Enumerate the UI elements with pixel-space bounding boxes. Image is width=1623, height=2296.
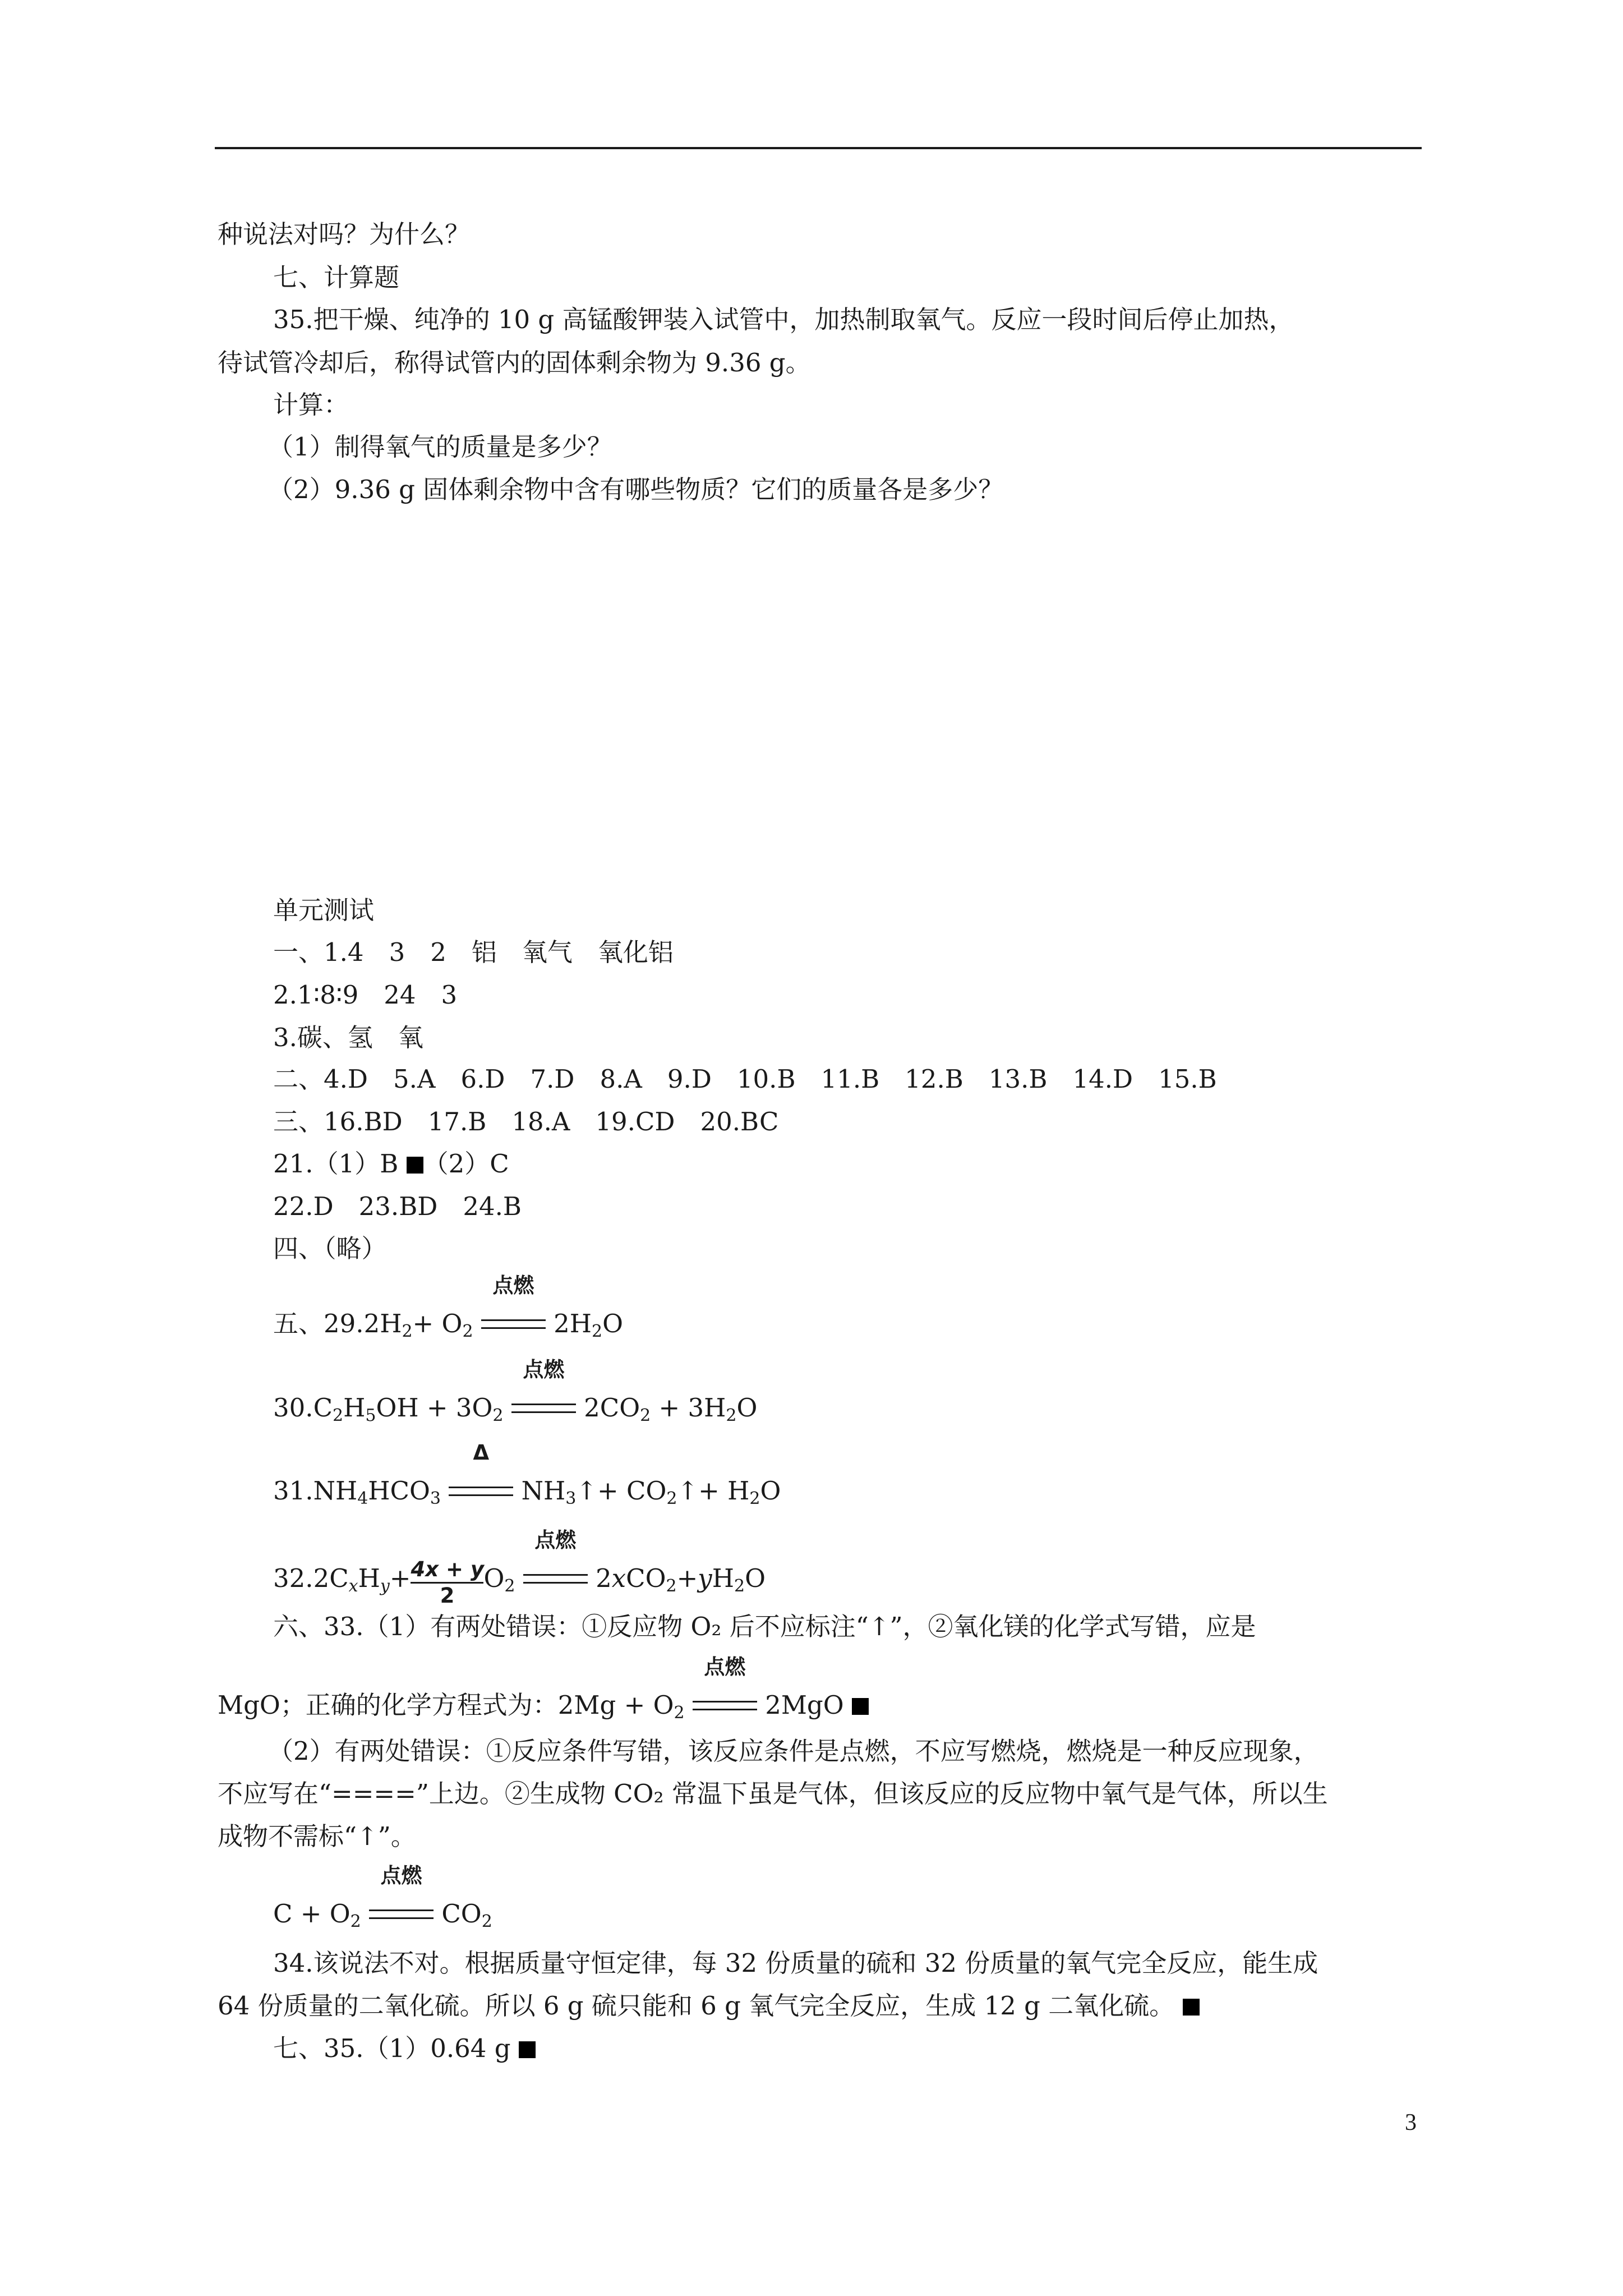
page-number: 3	[1405, 2110, 1417, 2136]
sub-question-2: （2）9.36 g 固体剩余物中含有哪些物质？它们的质量各是多少？	[268, 475, 1004, 504]
answer-line: 四、（略）	[273, 1234, 387, 1263]
reaction-arrow: 点燃	[523, 1562, 588, 1595]
black-square-mark	[1183, 1999, 1200, 2016]
reaction-arrow: Δ	[449, 1474, 513, 1508]
text-line: 种说法对吗？为什么？	[218, 219, 471, 249]
black-square-mark	[519, 2041, 536, 2058]
answer-line-21	[273, 1147, 509, 1181]
answer-33-line2: MgO；正确的化学方程式为：$2Mg + O_2$ 点燃 2MgO	[218, 1688, 869, 1722]
equation-32: $32.2C_xH_y+$ $\frac{4x + y}{2}$ $O_2$ 点燃 $2xCO_2+yH_2O$	[273, 1528, 766, 1608]
answer-line: 22.D 23.BD 24.B	[273, 1191, 522, 1221]
question-35-cont: 待试管冷却后，称得试管内的固体剩余物为 9.36 g。	[218, 348, 811, 378]
answer-line: 3.碳、氢 氧	[273, 1023, 423, 1052]
reaction-arrow: 点燃	[481, 1307, 546, 1341]
sub-question-1: （1）制得氧气的质量是多少？	[268, 432, 612, 462]
answer-line: 2.1∶8∶9 24 3	[273, 980, 458, 1010]
reaction-arrow: 点燃	[511, 1391, 576, 1425]
black-square-mark	[407, 1157, 423, 1174]
answer-21-b: （2）C	[423, 1149, 509, 1179]
answer-21-a: 21.（1）B	[273, 1149, 399, 1179]
fraction: $\frac{4x + y}{2}$	[411, 1557, 484, 1608]
calc-label: 计算：	[273, 390, 349, 420]
reaction-arrow: 点燃	[693, 1688, 757, 1722]
equation-30: $30.C_2H_5OH + 3O_2$ 点燃 $2CO_2 + 3H_2O$	[273, 1358, 758, 1425]
reaction-arrow: 点燃	[369, 1897, 434, 1931]
equation-carbon: $C + O_2$ 点燃 $CO_2$	[273, 1864, 492, 1931]
answer-33-2-line2: 不应写在“====”上边。②生成物 CO₂ 常温下虽是气体，但该反应的反应物中氧气是气体，所以生	[218, 1779, 1328, 1809]
section-title: 七、计算题	[273, 263, 400, 292]
black-square-mark	[852, 1698, 869, 1715]
answer-34-line1: 34.该说法不对。根据质量守恒定律，每 32 份质量的硫和 32 份质量的氧气完全反应，能生成	[273, 1948, 1318, 1978]
answer-35: 七、35.（1）0.64 g	[273, 2032, 536, 2065]
answer-33-2-line1: （2）有两处错误：①反应条件写错，该反应条件是点燃，不应写燃烧，燃烧是一种反应现象，	[268, 1736, 1319, 1766]
answer-33-line1: 六、33.（1）有两处错误：①反应物 O₂ 后不应标注“↑”，②氧化镁的化学式写错，应是	[273, 1612, 1256, 1641]
question-35: 35.把干燥、纯净的 10 g 高锰酸钾装入试管中，加热制取氧气。反应一段时间后停止加热，	[273, 305, 1294, 334]
answer-line: 三、16.BD 17.B 18.A 19.CD 20.BC	[273, 1107, 779, 1137]
answer-line: 二、4.D 5.A 6.D 7.D 8.A 9.D 10.B 11.B 12.B 13.B 14.D 15.B	[273, 1064, 1217, 1094]
answers-heading: 单元测试	[273, 895, 375, 925]
answer-33-2-line3: 成物不需标“↑”。	[218, 1821, 416, 1851]
answer-line: 一、1.4 3 2 铝 氧气 氧化铝	[273, 937, 674, 967]
equation-31: $31.NH_4HCO_3$ Δ $NH_3↑+$ $CO_2↑+ H_2O$	[273, 1441, 781, 1508]
equation-29: 五、$29.2H_2+ O_2$ 点燃 $2H_2O$	[273, 1273, 624, 1341]
header-rule	[215, 147, 1422, 149]
answer-34-line2: 64 份质量的二氧化硫。所以 6 g 硫只能和 6 g 氧气完全反应，生成 12 g 二氧化硫。	[218, 1989, 1200, 2023]
